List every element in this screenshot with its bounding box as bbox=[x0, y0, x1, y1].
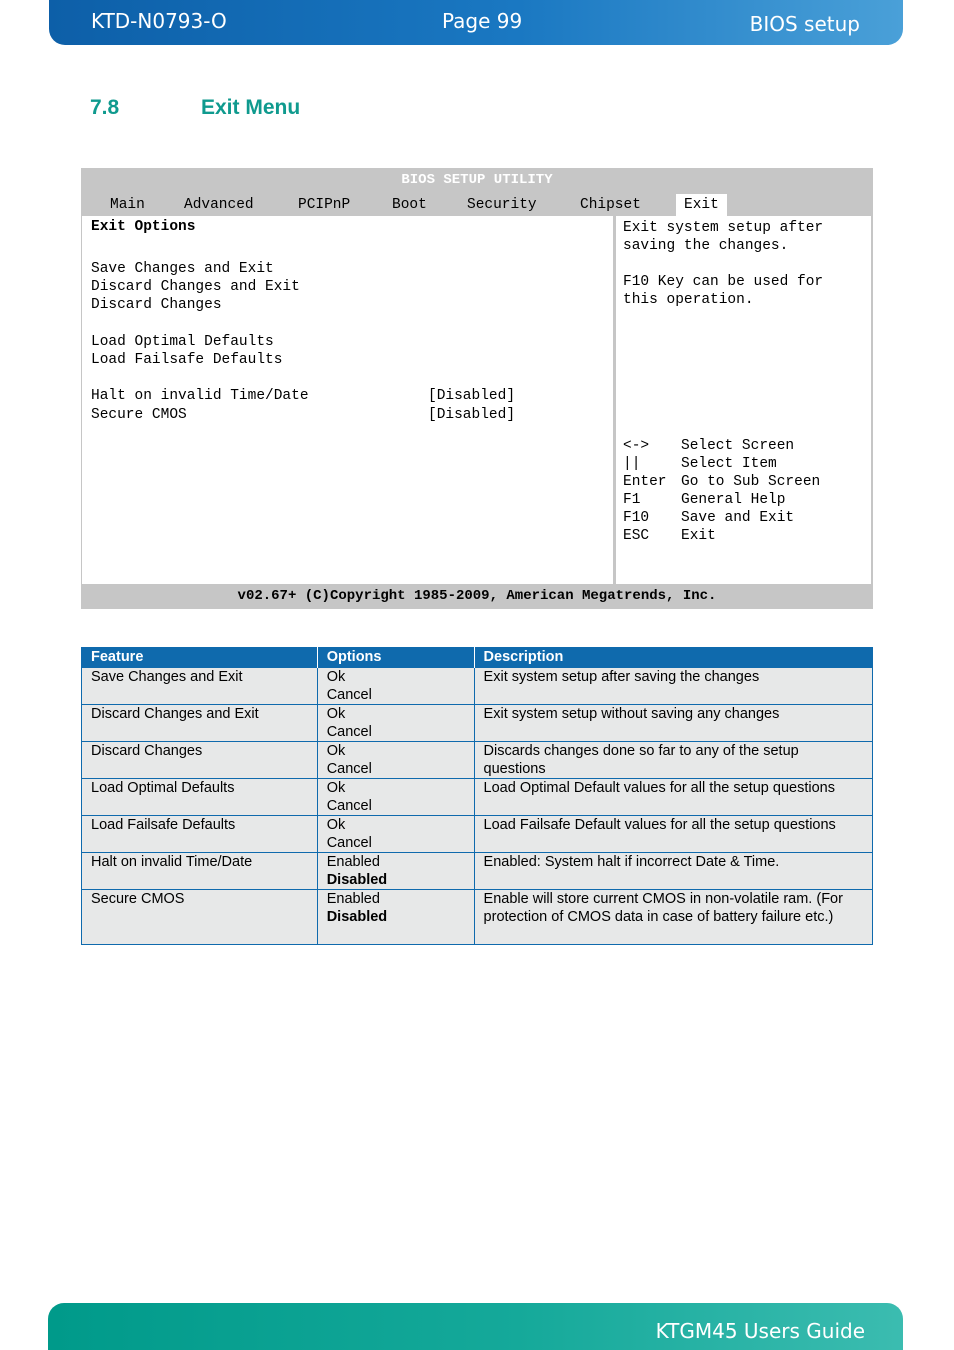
column-header-feature: Feature bbox=[82, 647, 318, 668]
table-row bbox=[82, 705, 873, 742]
feature-cell: Load Failsafe Defaults bbox=[82, 816, 318, 853]
setting-label-halt-on-invalid-time-date: Halt on invalid Time/Date bbox=[91, 388, 309, 404]
bios-copyright: v02.67+ (C)Copyright 1985-2009, American Megatrends, Inc. bbox=[237, 588, 717, 604]
key-name: F1 bbox=[623, 492, 641, 508]
key-action: Save and Exit bbox=[681, 510, 795, 526]
key-name: || bbox=[623, 456, 641, 472]
tab-boot[interactable]: Boot bbox=[392, 197, 427, 213]
key-action: Select Screen bbox=[681, 438, 795, 454]
description-cell: Discards changes done so far to any of the setup questions bbox=[474, 742, 872, 779]
feature-cell: Save Changes and Exit bbox=[82, 668, 318, 705]
table-row bbox=[82, 779, 873, 816]
tab-security[interactable]: Security bbox=[467, 197, 537, 213]
option-value: Enabled bbox=[326, 854, 380, 870]
section-title: Exit Menu bbox=[201, 96, 301, 119]
exit-options-pane bbox=[82, 216, 613, 584]
feature-cell: Halt on invalid Time/Date bbox=[82, 853, 318, 890]
table-row bbox=[82, 816, 873, 853]
description-cell: Exit system setup after saving the changes bbox=[474, 668, 872, 705]
guide-title: KTGM45 Users Guide bbox=[655, 1319, 865, 1343]
feature-cell: Secure CMOS bbox=[82, 890, 318, 945]
key-action: General Help bbox=[681, 492, 786, 508]
options-cell bbox=[317, 853, 474, 890]
option-value: Disabled bbox=[326, 872, 388, 888]
table-row bbox=[82, 668, 873, 705]
key-name: ESC bbox=[623, 528, 650, 544]
tab-pcipnp[interactable]: PCIPnP bbox=[298, 197, 351, 213]
option-value: Enabled bbox=[326, 891, 380, 907]
table-row bbox=[82, 890, 873, 945]
option-value: Disabled bbox=[326, 909, 388, 925]
bios-tab-bar bbox=[81, 194, 873, 216]
option-value: Cancel bbox=[326, 761, 372, 777]
options-cell bbox=[317, 705, 474, 742]
exit-options-heading: Exit Options bbox=[91, 219, 196, 235]
menu-item-discard-changes[interactable]: Discard Changes bbox=[91, 297, 222, 313]
key-action: Exit bbox=[681, 528, 716, 544]
feature-cell: Discard Changes and Exit bbox=[82, 705, 318, 742]
options-cell bbox=[317, 668, 474, 705]
bios-title: BIOS SETUP UTILITY bbox=[401, 172, 553, 188]
table-row bbox=[82, 853, 873, 890]
key-name: F10 bbox=[623, 510, 650, 526]
setting-label-secure-cmos: Secure CMOS bbox=[91, 407, 187, 423]
column-header-options: Options bbox=[317, 647, 474, 668]
tab-exit[interactable]: Exit bbox=[676, 194, 727, 216]
page-footer bbox=[48, 1303, 903, 1350]
option-value: Ok bbox=[326, 743, 346, 759]
feature-cell: Discard Changes bbox=[82, 742, 318, 779]
description-cell: Exit system setup without saving any changes bbox=[474, 705, 872, 742]
feature-cell: Load Optimal Defaults bbox=[82, 779, 318, 816]
option-value: Ok bbox=[326, 669, 346, 685]
key-name: Enter bbox=[623, 474, 667, 490]
page-header bbox=[49, 0, 903, 45]
menu-item-discard-changes-and-exit[interactable]: Discard Changes and Exit bbox=[91, 279, 300, 295]
menu-item-load-optimal-defaults[interactable]: Load Optimal Defaults bbox=[91, 334, 274, 350]
help-text-line: saving the changes. bbox=[623, 238, 789, 254]
option-value: Cancel bbox=[326, 835, 372, 851]
menu-item-load-failsafe-defaults[interactable]: Load Failsafe Defaults bbox=[91, 352, 283, 368]
option-value: Cancel bbox=[326, 724, 372, 740]
options-cell bbox=[317, 742, 474, 779]
options-cell bbox=[317, 890, 474, 945]
table-row bbox=[82, 742, 873, 779]
description-cell: Enabled: System halt if incorrect Date & Time. bbox=[474, 853, 872, 890]
option-value: Ok bbox=[326, 817, 346, 833]
option-value: Ok bbox=[326, 780, 346, 796]
column-header-description: Description bbox=[474, 647, 872, 668]
option-value: Cancel bbox=[326, 687, 372, 703]
key-action: Go to Sub Screen bbox=[681, 474, 821, 490]
option-value: Cancel bbox=[326, 798, 372, 814]
options-cell bbox=[317, 816, 474, 853]
key-action: Select Item bbox=[681, 456, 777, 472]
help-pane bbox=[616, 216, 871, 584]
help-text-line: this operation. bbox=[623, 292, 754, 308]
description-cell: Load Optimal Default values for all the setup questions bbox=[474, 779, 872, 816]
menu-item-save-changes-and-exit[interactable]: Save Changes and Exit bbox=[91, 261, 274, 277]
bios-screen bbox=[81, 168, 873, 609]
tab-chipset[interactable]: Chipset bbox=[580, 197, 641, 213]
document-id: KTD-N0793-O bbox=[91, 9, 227, 33]
help-text-line: Exit system setup after bbox=[623, 220, 824, 236]
chapter-title: BIOS setup bbox=[749, 12, 860, 36]
tab-main[interactable]: Main bbox=[110, 197, 145, 213]
setting-value-halt-on-invalid-time-date[interactable]: [Disabled] bbox=[428, 388, 516, 404]
description-cell: Load Failsafe Default values for all the setup questions bbox=[474, 816, 872, 853]
setting-value-secure-cmos[interactable]: [Disabled] bbox=[428, 407, 516, 423]
description-cell: Enable will store current CMOS in non-volatile ram. (For protection of CMOS data in case of battery failure etc.) bbox=[474, 890, 872, 945]
option-value: Ok bbox=[326, 706, 346, 722]
options-cell bbox=[317, 779, 474, 816]
section-number: 7.8 bbox=[90, 96, 120, 119]
tab-advanced[interactable]: Advanced bbox=[184, 197, 254, 213]
key-name: <-> bbox=[623, 438, 650, 454]
page-number: Page 99 bbox=[442, 9, 523, 33]
feature-table bbox=[81, 647, 873, 945]
help-text-line: F10 Key can be used for bbox=[623, 274, 824, 290]
